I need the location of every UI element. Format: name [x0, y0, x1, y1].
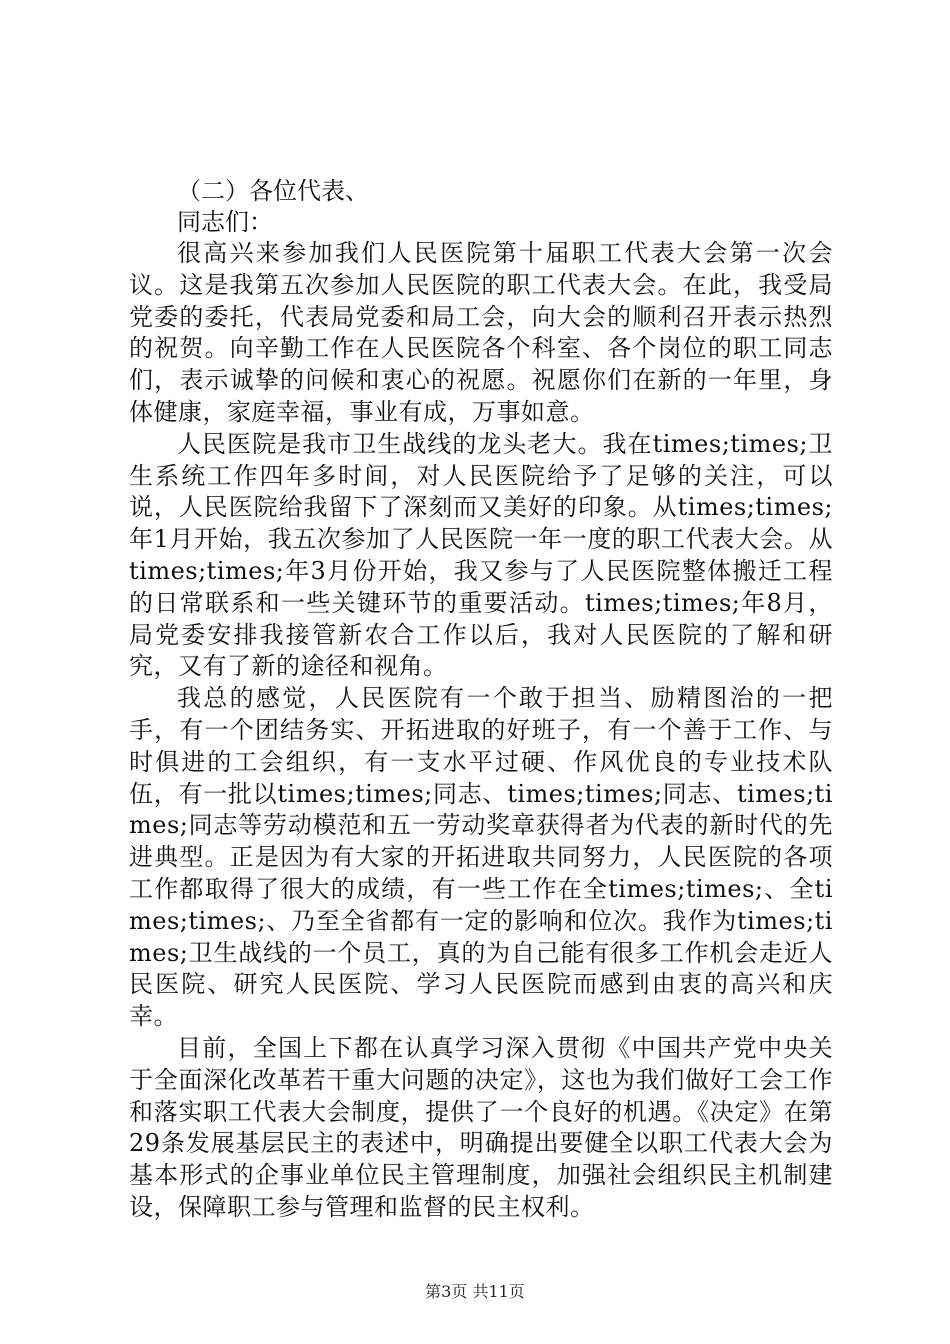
- page-number-footer: 第3页 共11页: [425, 1282, 525, 1301]
- paragraph-overall-feeling: 我总的感觉，人民医院有一个敢于担当、励精图治的一把手，有一个团结务实、开拓进取的好班子，有一个善于工作、与时俱进的工会组织，有一支水平过硬、作风优良的专业技术队伍，有一批以times;times;同志、times;times;同志、times;times;同志等劳动模范和五一劳动奖章获得者为代表的新时代的先进典型。正是因为有大家的开拓进取共同努力，人民医院的各项工作都取得了很大的成绩，有一些工作在全times;times;、全times;times;、乃至全省都有一定的影响和位次。我作为times;times;卫生战线的一个员工，真的为自己能有很多工作机会走近人民医院、研究人民医院、学习人民医院而感到由衷的高兴和庆幸。: [129, 684, 833, 1031]
- salutation-line-1: （二）各位代表、: [177, 177, 369, 205]
- paragraph-welcome: 很高兴来参加我们人民医院第十届职工代表大会第一次会议。这是我第五次参加人民医院的职工代表大会。在此，我受局党委的委托，代表局党委和局工会，向大会的顺利召开表示热烈的祝贺。向辛勤工作在人民医院各个科室、各个岗位的职工同志们，表示诚挚的问候和衷心的祝愿。祝愿你们在新的一年里，身体健康，家庭幸福，事业有成，万事如意。: [129, 239, 833, 426]
- salutation-line-2: 同志们：: [177, 208, 273, 236]
- document-body: [129, 176, 833, 1224]
- paragraph-hospital-impression: 人民医院是我市卫生战线的龙头老大。我在times;times;卫生系统工作四年多时间，对人民医院给予了足够的关注，可以说，人民医院给我留下了深刻而又美好的印象。从times;times;年1月开始，我五次参加了人民医院一年一度的职工代表大会。从times;times;年3月份开始，我又参与了人民医院整体搬迁工程的日常联系和一些关键环节的重要活动。times;times;年8月，局党委安排我接管新农合工作以后，我对人民医院的了解和研究，又有了新的途径和视角。: [129, 429, 833, 681]
- paragraph-reform-decision: 目前，全国上下都在认真学习深入贯彻《中国共产党中央关于全面深化改革若干重大问题的决定》，这也为我们做好工会工作和落实职工代表大会制度，提供了一个良好的机遇。《决定》在第29条发展基层民主的表述中，明确提出要健全以职工代表大会为基本形式的企事业单位民主管理制度，加强社会组织民主机制建设，保障职工参与管理和监督的民主权利。: [129, 1033, 833, 1221]
